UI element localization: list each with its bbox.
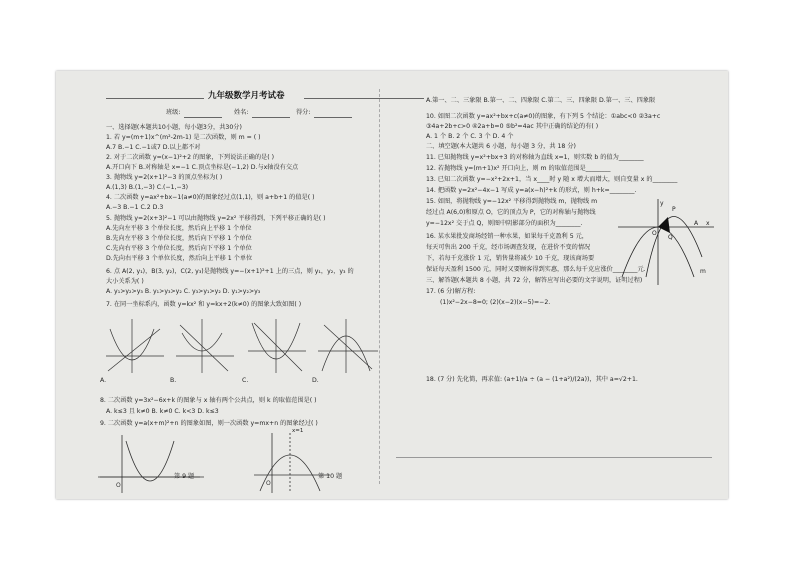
question-4: 4. 二次函数 y=ax²+bx−1(a≠0)的图象经过点(1,1)，则 a+b+1 的值是( ) [106,194,315,201]
section-choice-heading: 一、选择题(本题共10小题，每小题3分，共30分) [106,124,242,131]
figure-10-caption: 第 10 题 [318,473,343,480]
question-5-option-d: D.先向右平移 3 个单位长度，然后向上平移 1 个单位 [106,255,253,262]
question-8-options: A. k≤3 且 k≠0 B. k≠0 C. k<3 D. k≤3 [106,408,219,415]
name-label: 姓名: [234,109,249,116]
title-underline-right [304,98,424,99]
question-16: 16. 某水果批发商场经销一种水果，如果每千克盈利 5 元， [426,233,588,240]
question-13: 13. 已知二次函数 y=−x²+2x+1，当 x____时 y 随 x 增大而增大，则自变量 x 的________ [426,176,678,183]
question-5-option-a: A.先向左平移 3 个单位长度，然后向上平移 1 个单位 [106,225,252,232]
fig15-label-p: P [672,206,676,213]
question-2-options: A.开口向下 B.对称轴是 x=−1 C.顶点坐标是(−1,2) D.与x轴没有交点 [106,164,299,171]
column-divider [379,89,380,484]
svg-text:O: O [116,482,121,489]
section-fill-heading: 二、填空题(本大题共 6 小题，每小题 3 分，共 18 分) [426,143,576,150]
figure-9-caption: 第 9 题 [174,473,195,480]
question-6-options: A. y₁>y₂>y₃ B. y₁>y₃>y₂ C. y₃>y₁>y₂ D. y₁>y₂>y₃ [106,288,261,295]
q7-option-c-label: C. [242,377,249,384]
question-1-options: A.7 B.−1 C.−1或7 D.以上都不对 [106,144,201,151]
fig15-label-q: Q [668,234,673,241]
question-7: 7. 在同一坐标系内，函数 y=kx² 和 y=kx+2(k≠0) 的图象大致如图( ) [106,301,302,308]
score-label: 得分: [296,109,311,116]
question-18: 18. (7 分) 先化简，再求值: (a+1)/a ÷ (a − (1+a²)/(2a))，其中 a=√2+1. [426,376,638,383]
fig15-label-o: O [652,230,657,237]
fig15-label-x: x [706,220,710,227]
question-3: 3. 抛物线 y=2(x+1)²−3 的顶点坐标为( ) [106,174,223,181]
question-15: 15. 如图，将抛物线 y=−12x² 平移得到抛物线 m，抛物线 m [426,198,598,205]
question-5: 5. 抛物线 y=2(x+3)²−1 可以由抛物线 y=2x² 平移得到，下列平移正确的是( ) [106,215,326,222]
bottom-rule [396,457,712,458]
question-15-continued: 经过点 A(6,0)和原点 O，它的顶点为 P，它的对称轴与抛物线 [426,209,596,216]
title-underline-left [106,98,204,99]
score-field-line [314,117,352,118]
question-7-graphs [102,311,382,379]
svg-text:O: O [266,480,271,487]
figure-10-graph [252,429,332,495]
question-15-blank: y=−12x² 交于点 Q，则图中阴影部分的面积为________. [426,220,583,227]
question-3-options: A.(1,3) B.(1,−3) C.(−1,−3) [106,184,189,191]
page-title: 九年级数学月考试卷 [208,91,285,101]
figure-10-axis-label: x=1 [292,428,304,434]
question-10-continued: ③4a+2b+c>0 ④2a+b=0 ⑤b²=4ac 其中正确的结论的有( ) [426,123,599,130]
question-10-options: A. 1 个 B. 2 个 C. 3 个 D. 4 个 [426,133,514,140]
question-16-line-3: 下，若每千克涨价 1 元，销售量将减少 10 千克，现该商场要 [426,255,595,262]
question-14: 14. 把函数 y=2x²−4x−1 写成 y=a(x−h)²+k 的形式，则 h+k=________. [426,187,637,194]
figure-9-graph [96,433,206,495]
question-16-line-4: 保证每天盈利 1500 元，同时又要顾客得到实惠，那么每千克应涨价________元. [426,266,646,273]
question-5-option-b: B.先向左平移 3 个单位长度，然后向下平移 1 个单位 [106,235,252,242]
question-12: 12. 若抛物线 y=(m+1)x² 开口向上，则 m 的取值范围是________ [426,165,611,172]
question-11: 11. 已知抛物线 y=x²+bx+3 的对称轴为直线 x=1，则实数 b 的值为________ [426,154,644,161]
question-9: 9. 二次函数 y=a(x+m)²+n 的图象如图，则一次函数 y=mx+n 的图象经过( ) [100,420,318,427]
class-label: 班级: [166,109,181,116]
fig15-label-y: y [660,200,664,207]
question-10: 10. 如图二次函数 y=ax²+bx+c(a≠0)的图象，有下列 5 个结论：①abc<0 ②3a+c [426,113,661,120]
question-6-continued: 大小关系为( ) [106,278,144,285]
q7-option-d-label: D. [312,377,319,384]
q7-option-a-label: A. [100,377,107,384]
fig15-label-a: A [694,220,699,227]
question-5-option-c: C.先向右平移 3 个单位长度，然后向下平移 1 个单位 [106,245,252,252]
question-4-options: A.−3 B.−1 C.2 D.3 [106,204,164,211]
section-answer-heading: 三、解答题(本题共 8 小题，共 72 分，解答应写出必要的文字说明，证明过程) [426,277,643,284]
figure-15-graph [616,197,716,287]
q7-option-b-label: B. [170,377,177,384]
question-9-options: A.第一、二、三象限 B.第一、二、四象限 C.第二、三、四象限 D.第一、三、四象限 [426,97,656,104]
question-16-line-2: 每天可售出 200 千克，经市场调查发现，在进价不变的情况 [426,244,591,251]
class-field-line [184,117,222,118]
question-2: 2. 对于二次函数 y=(x−1)²+2 的图象，下列说法正确的是( ) [106,154,275,161]
name-field-line [252,117,290,118]
question-17: 17. (6 分)解方程: [426,288,476,295]
question-6: 6. 点 A(2, y₁)，B(3, y₂)，C(2, y₃)是抛物线 y=−(x+1)²+1 上的三点，则 y₁，y₂，y₃ 的 [106,268,354,275]
question-8: 8. 二次函数 y=3x²−6x+k 的图象与 x 轴有两个公共点，则 k 的取值范围是( ) [100,397,317,404]
fig15-label-m: m [700,268,706,275]
question-1: 1. 若 y=(m+1)x^(m²-2m-1) 是二次函数，则 m = ( ) [106,134,261,141]
exam-paper [56,71,728,499]
question-17-equations: (1)x²−2x−8=0; (2)(x−2)(x−5)=−2. [440,299,551,306]
